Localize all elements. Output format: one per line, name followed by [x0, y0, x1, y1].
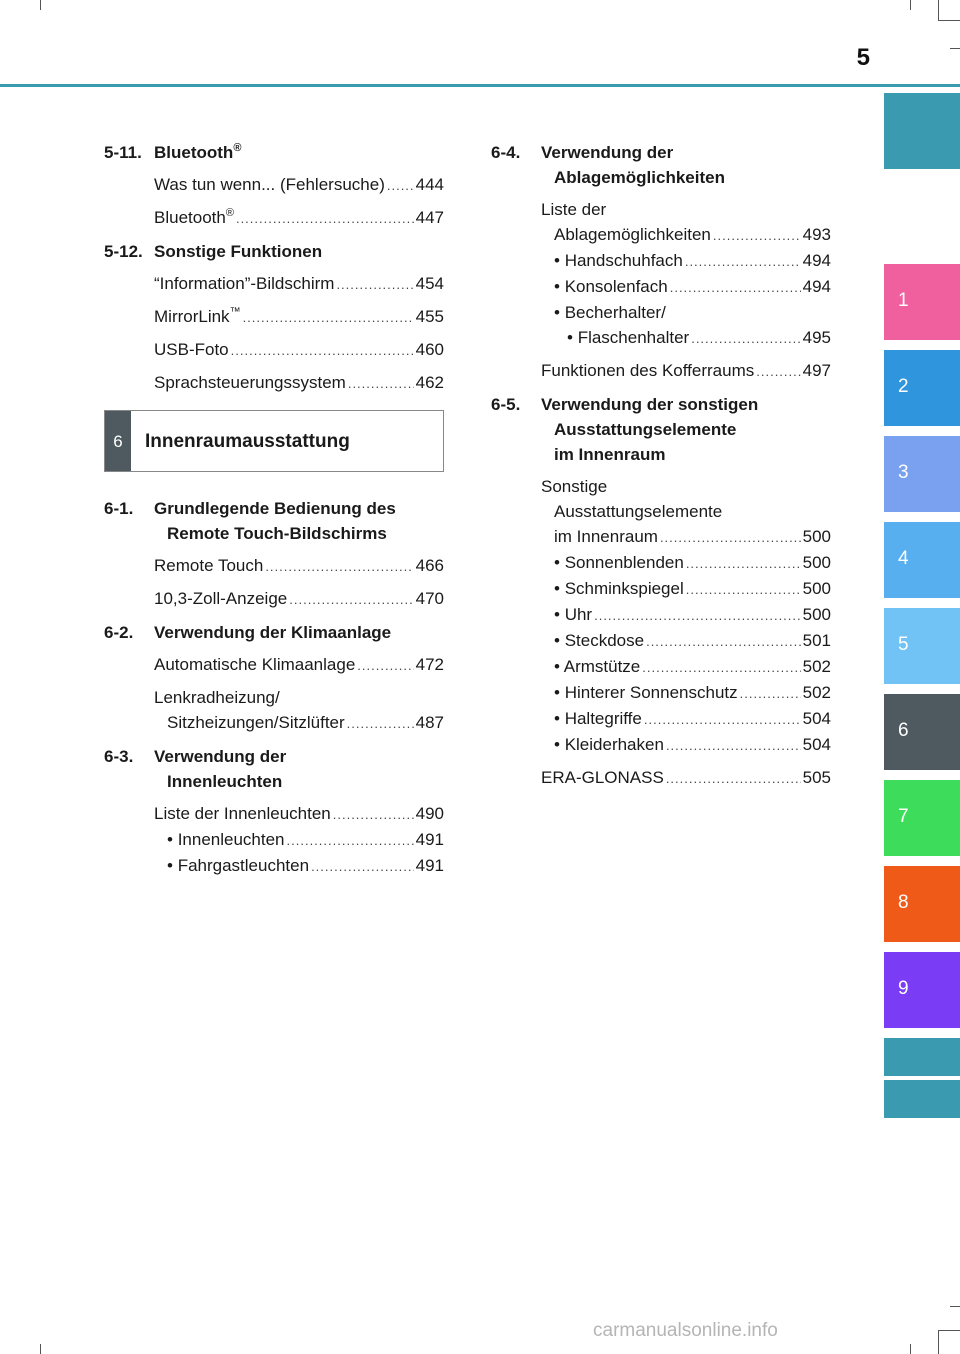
- toc-subentry[interactable]: • Konsolenfach ..... 494: [541, 274, 831, 300]
- toc-entry[interactable]: Liste der Ablagemöglichkeiten ..... 493: [541, 197, 831, 248]
- chapter-tab-8[interactable]: 8: [884, 866, 960, 942]
- toc-entry[interactable]: USB-Foto ..... 460: [154, 337, 444, 363]
- toc-section-5-12: [104, 239, 444, 396]
- chapter-number: 6: [105, 411, 131, 471]
- chapter-title: Innenraumausstattung: [145, 430, 350, 452]
- section-title: Verwendung der: [154, 747, 287, 766]
- chapter-heading: [104, 410, 444, 472]
- chapter-tab-5[interactable]: 5: [884, 608, 960, 684]
- crop-mark: [938, 20, 960, 21]
- toc-section-6-1: 6-1. Grundlegende Bedienung des Remote Touch-Bildschirms Remote Touch ..... 466 10,3-Zoll-Anzeige ..... 470: [104, 496, 444, 612]
- toc-entry[interactable]: Bluetooth® ..... 447: [154, 205, 444, 231]
- toc-entry[interactable]: Remote Touch ..... 466: [154, 553, 444, 579]
- section-number: 6-3.: [104, 747, 134, 766]
- chapter-tab-blank[interactable]: [884, 93, 960, 169]
- crop-mark: [950, 48, 960, 49]
- toc-subentry[interactable]: • Handschuhfach ..... 494: [541, 248, 831, 274]
- chapter-tab-2[interactable]: 2: [884, 350, 960, 426]
- toc-entry[interactable]: Sprachsteuerungssystem ..... 462: [154, 370, 444, 396]
- toc-entry[interactable]: “Information”-Bildschirm ..... 454: [154, 271, 444, 297]
- chapter-tab-7[interactable]: 7: [884, 780, 960, 856]
- section-title: Grundlegende Bedienung des: [154, 499, 396, 518]
- toc-entry[interactable]: 10,3-Zoll-Anzeige ..... 470: [154, 586, 444, 612]
- crop-mark: [938, 0, 939, 20]
- section-title: Bluetooth: [154, 143, 234, 162]
- toc-subentry[interactable]: • Schminkspiegel ..... 500: [541, 576, 831, 602]
- section-number: 6-1.: [104, 499, 134, 518]
- toc-right-column: [491, 140, 831, 799]
- section-number: 6-2.: [104, 623, 134, 642]
- toc-subentry[interactable]: • Haltegriffe ..... 504: [541, 706, 831, 732]
- toc-section-6-3: 6-3. Verwendung der Innenleuchten Liste der Innenleuchten ..... 490 • Innenleuchten ..... 491 • Fahrgastleuchten ..... 491: [104, 744, 444, 879]
- toc-subentry[interactable]: • Kleiderhaken ..... 504: [541, 732, 831, 758]
- crop-mark: [40, 0, 41, 10]
- chapter-tab-9[interactable]: 9: [884, 952, 960, 1028]
- toc-subentry[interactable]: • Hinterer Sonnenschutz ..... 502: [541, 680, 831, 706]
- section-number: 6-4.: [491, 143, 521, 162]
- toc-section-5-11: [104, 140, 444, 231]
- section-number: 6-5.: [491, 395, 521, 414]
- crop-mark: [950, 1306, 960, 1307]
- toc-entry[interactable]: Automatische Klimaanlage ..... 472: [154, 652, 444, 678]
- toc-subentry[interactable]: • Uhr ..... 500: [541, 602, 831, 628]
- registered-mark: ®: [233, 142, 242, 154]
- toc-subentry[interactable]: • Sonnenblenden ..... 500: [541, 550, 831, 576]
- chapter-tab-4[interactable]: 4: [884, 522, 960, 598]
- toc-left-column: [104, 140, 444, 887]
- crop-mark: [938, 1330, 939, 1354]
- toc-subentry[interactable]: • Becherhalter/ • Flaschenhalter ..... 495: [541, 300, 831, 351]
- toc-entry[interactable]: Liste der Innenleuchten ..... 490: [154, 801, 444, 827]
- toc-entry[interactable]: Sonstige Ausstattungselemente im Innenraum ..... 500: [541, 474, 831, 550]
- section-number: 5-12.: [104, 242, 143, 261]
- crop-mark: [910, 1344, 911, 1354]
- toc-section-6-5: 6-5. Verwendung der sonstigen Ausstattungselemente im Innenraum Sonstige Ausstattungselemente im Innenraum ..... 500 • Sonnenblenden ..... 500 • Schminkspiegel ..... 500 • Uhr ..... 500 • Steckdose ..... 501 • Armstütze ..... 502 • Hinterer Sonnenschutz ..... 502 • Haltegriffe ..... 504 • Kleiderhaken ..... 504 ERA-GLONASS ..... 505: [491, 392, 831, 791]
- section-title: Verwendung der: [541, 143, 674, 162]
- toc-entry[interactable]: Funktionen des Kofferraums ..... 497: [541, 358, 831, 384]
- chapter-tab-blank[interactable]: [884, 1080, 960, 1118]
- chapter-tab-3[interactable]: 3: [884, 436, 960, 512]
- crop-mark: [40, 1344, 41, 1354]
- page-number: 5: [856, 44, 870, 71]
- toc-entry[interactable]: MirrorLink™ ..... 455: [154, 304, 444, 330]
- footer-watermark: carmanualsonline.info: [593, 1320, 778, 1341]
- chapter-tab-1[interactable]: 1: [884, 264, 960, 340]
- crop-mark: [910, 0, 911, 10]
- toc-subentry[interactable]: • Armstütze ..... 502: [541, 654, 831, 680]
- crop-mark: [938, 1330, 960, 1331]
- toc-section-6-4: 6-4. Verwendung der Ablagemöglichkeiten Liste der Ablagemöglichkeiten ..... 493 • Handschuhfach ..... 494 • Konsolenfach ..... 494 • Becherhalter/ • Flaschenhalter ..... 495 Funktionen des Kofferraums ..... 497: [491, 140, 831, 384]
- section-title: Verwendung der sonstigen: [541, 395, 759, 414]
- toc-entry[interactable]: ERA-GLONASS ..... 505: [541, 765, 831, 791]
- header-rule: [0, 84, 960, 87]
- section-number: 5-11.: [104, 143, 142, 162]
- toc-entry[interactable]: Was tun wenn... (Fehlersuche) ..... 444: [154, 172, 444, 198]
- section-title: Verwendung der Klimaanlage: [154, 623, 392, 642]
- toc-entry[interactable]: Lenkradheizung/ Sitzheizungen/Sitzlüfter ..... 487: [154, 685, 444, 736]
- chapter-tab-blank[interactable]: [884, 1038, 960, 1076]
- toc-subentry[interactable]: • Steckdose ..... 501: [541, 628, 831, 654]
- toc-section-6-2: [104, 620, 444, 736]
- chapter-tab-6[interactable]: 6: [884, 694, 960, 770]
- toc-subentry[interactable]: • Innenleuchten ..... 491: [154, 827, 444, 853]
- toc-subentry[interactable]: • Fahrgastleuchten ..... 491: [154, 853, 444, 879]
- section-title: Sonstige Funktionen: [154, 242, 323, 261]
